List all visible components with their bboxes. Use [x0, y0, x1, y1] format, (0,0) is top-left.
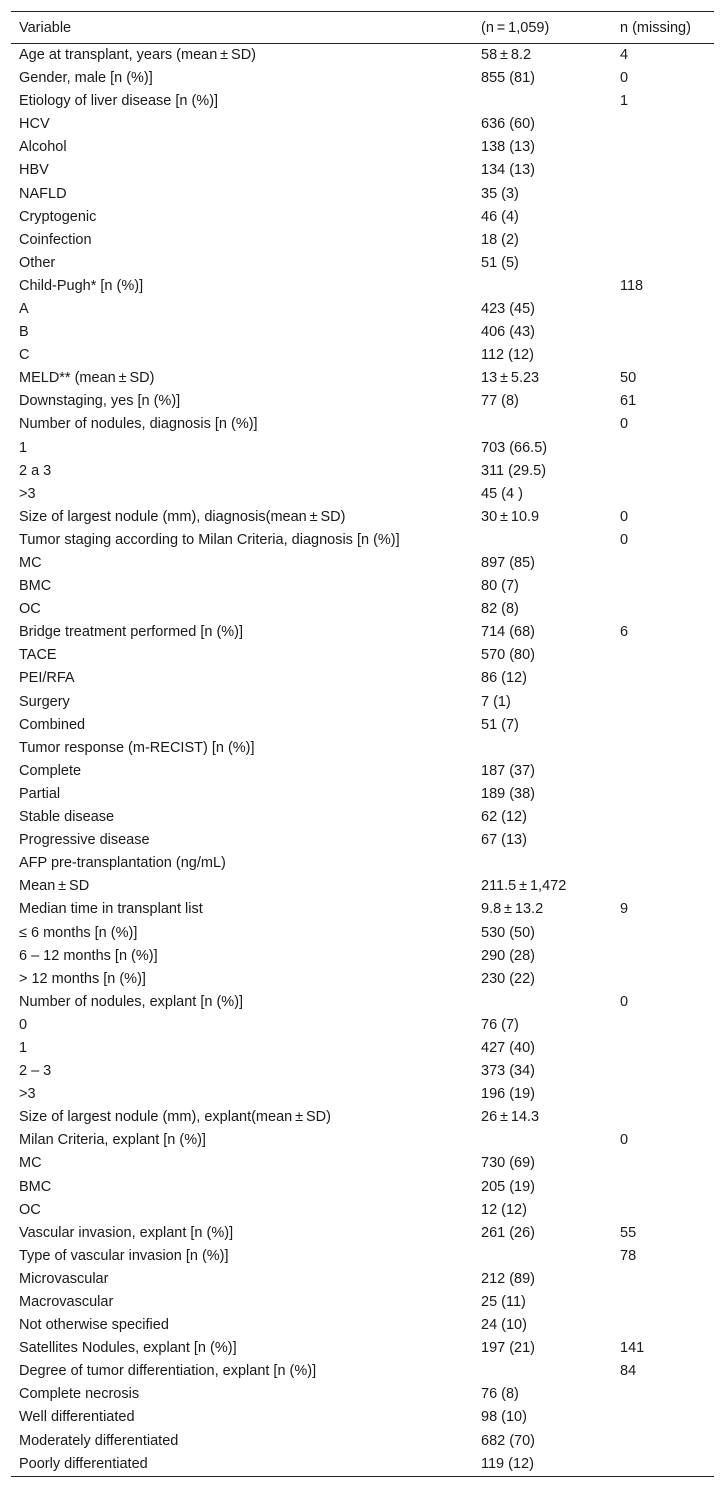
- cell-variable: Surgery: [19, 693, 70, 710]
- table-row: [11, 90, 714, 113]
- cell-variable: 6 – 12 months [n (%)]: [19, 947, 158, 964]
- cell-value: 119 (12): [481, 1455, 534, 1472]
- cell-missing: [612, 575, 714, 598]
- cell-missing: [612, 460, 714, 483]
- table-row: [11, 760, 714, 783]
- cell-value: 86 (12): [481, 670, 527, 687]
- table-row: [11, 67, 714, 90]
- cell-value: 7 (1): [481, 693, 511, 710]
- table-row: [11, 44, 714, 68]
- table-row: [11, 1014, 714, 1037]
- cell-value: 570 (80): [481, 647, 536, 664]
- cell-variable: 2 a 3: [19, 462, 52, 479]
- cell-value: 138 (13): [481, 139, 536, 156]
- cell-value: 76 (8): [481, 1386, 519, 1403]
- cell-value: 714 (68): [481, 624, 536, 641]
- table-row: [11, 1291, 714, 1314]
- table-row: [11, 136, 714, 159]
- cell-value: 427 (40): [481, 1039, 536, 1056]
- cell-variable: Moderately differentiated: [19, 1432, 179, 1449]
- cell-variable: Coinfection: [19, 231, 92, 248]
- table-row: [11, 644, 714, 667]
- cell-value: 51 (7): [481, 716, 519, 733]
- cell-value: [473, 90, 612, 113]
- cell-variable: >3: [19, 1086, 36, 1103]
- cell-variable: BMC: [19, 1178, 52, 1195]
- cell-variable: Size of largest nodule (mm), diagnosis(mean ± SD): [19, 508, 346, 525]
- cell-variable: Macrovascular: [19, 1294, 114, 1311]
- header-row: [11, 12, 714, 44]
- cell-missing: [612, 113, 714, 136]
- cell-value: 682 (70): [481, 1432, 536, 1449]
- table-row: [11, 991, 714, 1014]
- table-row: [11, 1129, 714, 1152]
- cell-value: 77 (8): [481, 393, 519, 410]
- cell-variable: Number of nodules, explant [n (%)]: [19, 993, 244, 1010]
- cell-variable: PEI/RFA: [19, 670, 75, 687]
- cell-variable: MC: [19, 1155, 42, 1172]
- table-row: [11, 529, 714, 552]
- cell-missing: [612, 229, 714, 252]
- table-row: [11, 1268, 714, 1291]
- table-row: [11, 159, 714, 182]
- cell-missing: [612, 644, 714, 667]
- cell-value: 196 (19): [481, 1086, 536, 1103]
- cell-value: 290 (28): [481, 947, 536, 964]
- cell-missing: [612, 783, 714, 806]
- cell-value: 9.8 ± 13.2: [481, 901, 544, 918]
- cell-missing: [612, 1106, 714, 1129]
- cell-variable: Combined: [19, 716, 86, 733]
- cell-value: 98 (10): [481, 1409, 527, 1426]
- header-n-total: (n = 1,059): [481, 19, 550, 36]
- cell-variable: MELD** (mean ± SD): [19, 370, 155, 387]
- cell-missing: 61: [620, 393, 637, 410]
- table-row: [11, 182, 714, 205]
- cell-value: 82 (8): [481, 601, 519, 618]
- cell-missing: 50: [620, 370, 637, 387]
- cell-value: [473, 413, 612, 436]
- cell-missing: 0: [620, 531, 629, 548]
- cell-variable: Well differentiated: [19, 1409, 135, 1426]
- data-table-container: [11, 11, 714, 1477]
- cell-variable: Alcohol: [19, 139, 67, 156]
- cell-missing: [612, 968, 714, 991]
- cell-value: 80 (7): [481, 578, 519, 595]
- table-row: [11, 875, 714, 898]
- cell-missing: [612, 298, 714, 321]
- cell-variable: Median time in transplant list: [19, 901, 203, 918]
- cell-value: 46 (4): [481, 208, 519, 225]
- cell-missing: 84: [620, 1363, 637, 1380]
- cell-missing: [612, 1083, 714, 1106]
- table-row: [11, 483, 714, 506]
- cell-value: 230 (22): [481, 970, 536, 987]
- cell-missing: [612, 714, 714, 737]
- cell-variable: 1: [19, 1039, 28, 1056]
- cell-missing: [612, 552, 714, 575]
- cell-missing: [612, 1291, 714, 1314]
- table-row: [11, 1430, 714, 1453]
- table-header: [11, 12, 714, 44]
- table-row: [11, 1152, 714, 1175]
- table-row: [11, 1245, 714, 1268]
- cell-value: 12 (12): [481, 1201, 527, 1218]
- table-row: [11, 621, 714, 644]
- table-row: [11, 229, 714, 252]
- cell-value: 211.5 ± 1,472: [481, 878, 567, 895]
- table-row: [11, 1383, 714, 1406]
- cell-variable: Downstaging, yes [n (%)]: [19, 393, 181, 410]
- cell-value: 311 (29.5): [481, 462, 547, 479]
- cell-variable: BMC: [19, 578, 52, 595]
- cell-missing: [612, 806, 714, 829]
- cell-value: [473, 1360, 612, 1383]
- table-row: [11, 667, 714, 690]
- cell-missing: 1: [620, 93, 629, 110]
- cell-missing: [612, 1314, 714, 1337]
- cell-value: [473, 529, 612, 552]
- cell-value: 730 (69): [481, 1155, 536, 1172]
- cell-missing: 141: [620, 1340, 645, 1357]
- cell-missing: [612, 1199, 714, 1222]
- table-row: [11, 252, 714, 275]
- cell-value: 373 (34): [481, 1063, 536, 1080]
- cell-missing: [612, 1406, 714, 1429]
- table-row: [11, 898, 714, 921]
- cell-variable: TACE: [19, 647, 57, 664]
- table-row: [11, 1060, 714, 1083]
- cell-value: 112 (12): [481, 347, 534, 364]
- cell-value: 30 ± 10.9: [481, 508, 540, 525]
- cell-missing: 78: [620, 1247, 637, 1264]
- table-row: [11, 945, 714, 968]
- cell-missing: 0: [620, 416, 629, 433]
- cell-value: 45 (4 ): [481, 485, 523, 502]
- cell-variable: 2 – 3: [19, 1063, 52, 1080]
- cell-value: 18 (2): [481, 231, 519, 248]
- cell-missing: [612, 598, 714, 621]
- cell-value: [473, 275, 612, 298]
- cell-missing: [612, 829, 714, 852]
- cell-variable: MC: [19, 555, 42, 572]
- cell-value: [473, 737, 612, 760]
- cell-missing: [612, 1383, 714, 1406]
- table-row: [11, 298, 714, 321]
- cell-variable: > 12 months [n (%)]: [19, 970, 146, 987]
- cell-missing: [612, 1453, 714, 1477]
- table-row: [11, 783, 714, 806]
- cell-variable: Satellites Nodules, explant [n (%)]: [19, 1340, 237, 1357]
- cell-variable: Complete: [19, 762, 82, 779]
- table-row: [11, 852, 714, 875]
- cell-missing: 4: [620, 47, 629, 63]
- cell-missing: 9: [620, 901, 629, 918]
- cell-missing: [612, 437, 714, 460]
- cell-value: 197 (21): [481, 1340, 536, 1357]
- cell-value: 703 (66.5): [481, 439, 548, 456]
- cell-variable: Number of nodules, diagnosis [n (%)]: [19, 416, 258, 433]
- cell-value: 189 (38): [481, 785, 536, 802]
- cell-missing: 6: [620, 624, 629, 641]
- table-row: [11, 737, 714, 760]
- cell-value: 58 ± 8.2: [481, 47, 532, 63]
- cell-value: 261 (26): [481, 1224, 536, 1241]
- cell-variable: NAFLD: [19, 185, 67, 202]
- cell-variable: Stable disease: [19, 809, 115, 826]
- cell-value: 187 (37): [481, 762, 536, 779]
- cell-variable: Cryptogenic: [19, 208, 97, 225]
- table-row: [11, 1199, 714, 1222]
- cell-variable: Degree of tumor differentiation, explant [n (%)]: [19, 1363, 317, 1380]
- cell-missing: [612, 760, 714, 783]
- cell-value: 212 (89): [481, 1270, 536, 1287]
- cell-variable: C: [19, 347, 30, 364]
- cell-value: 25 (11): [481, 1294, 526, 1311]
- cell-variable: OC: [19, 601, 41, 618]
- cell-missing: [612, 252, 714, 275]
- cell-value: 62 (12): [481, 809, 527, 826]
- cell-missing: [612, 1037, 714, 1060]
- cell-missing: [612, 206, 714, 229]
- table-row: [11, 968, 714, 991]
- cell-variable: Size of largest nodule (mm), explant(mean ± SD): [19, 1109, 331, 1126]
- table-row: [11, 1453, 714, 1477]
- table-row: [11, 1037, 714, 1060]
- cell-missing: [612, 945, 714, 968]
- cell-value: 636 (60): [481, 116, 536, 133]
- cell-missing: [612, 182, 714, 205]
- cell-missing: [612, 136, 714, 159]
- table-row: [11, 390, 714, 413]
- table-row: [11, 1176, 714, 1199]
- table-row: [11, 344, 714, 367]
- cell-missing: [612, 1152, 714, 1175]
- cell-variable: Partial: [19, 785, 61, 802]
- cell-variable: OC: [19, 1201, 41, 1218]
- cell-missing: [612, 483, 714, 506]
- patient-characteristics-table: [11, 11, 714, 1477]
- table-row: [11, 1222, 714, 1245]
- cell-value: [473, 1129, 612, 1152]
- cell-missing: 118: [620, 277, 644, 294]
- table-row: [11, 921, 714, 944]
- table-row: [11, 206, 714, 229]
- cell-missing: 0: [620, 1132, 629, 1149]
- cell-missing: [612, 321, 714, 344]
- table-row: [11, 714, 714, 737]
- cell-missing: [612, 159, 714, 182]
- cell-variable: Tumor staging according to Milan Criteria, diagnosis [n (%)]: [19, 531, 400, 548]
- cell-variable: B: [19, 324, 29, 341]
- cell-value: 13 ± 5.23: [481, 370, 540, 387]
- cell-variable: Bridge treatment performed [n (%)]: [19, 624, 244, 641]
- table-row: [11, 806, 714, 829]
- cell-value: 406 (43): [481, 324, 536, 341]
- cell-value: [473, 852, 612, 875]
- cell-missing: 55: [620, 1224, 637, 1241]
- cell-missing: [612, 1014, 714, 1037]
- cell-missing: 0: [620, 70, 629, 87]
- cell-variable: Etiology of liver disease [n (%)]: [19, 93, 219, 110]
- cell-missing: [612, 691, 714, 714]
- table-row: [11, 1106, 714, 1129]
- cell-missing: [612, 1430, 714, 1453]
- table-row: [11, 829, 714, 852]
- cell-variable: Milan Criteria, explant [n (%)]: [19, 1132, 206, 1149]
- table-row: [11, 506, 714, 529]
- cell-variable: Child-Pugh* [n (%)]: [19, 277, 144, 294]
- cell-missing: [612, 667, 714, 690]
- table-row: [11, 1337, 714, 1360]
- cell-missing: [612, 852, 714, 875]
- cell-missing: 0: [620, 508, 629, 525]
- table-row: [11, 367, 714, 390]
- table-row: [11, 113, 714, 136]
- cell-value: [473, 991, 612, 1014]
- cell-variable: Vascular invasion, explant [n (%)]: [19, 1224, 234, 1241]
- cell-variable: Age at transplant, years (mean ± SD): [19, 47, 257, 63]
- cell-variable: ≤ 6 months [n (%)]: [19, 924, 138, 941]
- table-row: [11, 598, 714, 621]
- cell-value: 897 (85): [481, 555, 536, 572]
- cell-variable: Tumor response (m-RECIST) [n (%)]: [19, 739, 255, 756]
- cell-value: 67 (13): [481, 832, 527, 849]
- cell-variable: A: [19, 300, 29, 317]
- table-row: [11, 1314, 714, 1337]
- cell-value: 76 (7): [481, 1016, 519, 1033]
- cell-variable: AFP pre-transplantation (ng/mL): [19, 855, 226, 872]
- table-row: [11, 552, 714, 575]
- cell-value: 26 ± 14.3: [481, 1109, 540, 1126]
- cell-variable: Progressive disease: [19, 832, 150, 849]
- cell-missing: [612, 737, 714, 760]
- cell-value: [473, 1245, 612, 1268]
- cell-missing: [612, 875, 714, 898]
- cell-variable: Gender, male [n (%)]: [19, 70, 153, 87]
- table-body: [11, 44, 714, 1477]
- cell-variable: 0: [19, 1016, 28, 1033]
- cell-value: 855 (81): [481, 70, 536, 87]
- cell-missing: [612, 1176, 714, 1199]
- table-row: [11, 575, 714, 598]
- table-row: [11, 437, 714, 460]
- table-row: [11, 275, 714, 298]
- table-row: [11, 460, 714, 483]
- cell-variable: 1: [19, 439, 28, 456]
- cell-value: 423 (45): [481, 300, 536, 317]
- cell-variable: HBV: [19, 162, 49, 179]
- cell-value: 134 (13): [481, 162, 536, 179]
- cell-variable: Other: [19, 254, 56, 271]
- cell-missing: [612, 1268, 714, 1291]
- cell-variable: >3: [19, 485, 36, 502]
- cell-variable: Microvascular: [19, 1270, 109, 1287]
- cell-value: 24 (10): [481, 1317, 527, 1334]
- cell-value: 51 (5): [481, 254, 519, 271]
- table-row: [11, 691, 714, 714]
- cell-missing: [612, 344, 714, 367]
- table-row: [11, 321, 714, 344]
- cell-value: 205 (19): [481, 1178, 536, 1195]
- cell-variable: Not otherwise specified: [19, 1317, 169, 1334]
- table-row: [11, 413, 714, 436]
- cell-variable: Poorly differentiated: [19, 1455, 148, 1472]
- cell-value: 35 (3): [481, 185, 519, 202]
- cell-missing: 0: [620, 993, 629, 1010]
- cell-value: 530 (50): [481, 924, 536, 941]
- cell-variable: HCV: [19, 116, 50, 133]
- cell-missing: [612, 921, 714, 944]
- table-row: [11, 1360, 714, 1383]
- cell-variable: Mean ± SD: [19, 878, 90, 895]
- table-row: [11, 1083, 714, 1106]
- cell-variable: Type of vascular invasion [n (%)]: [19, 1247, 229, 1264]
- header-variable: Variable: [19, 19, 72, 36]
- table-row: [11, 1406, 714, 1429]
- cell-variable: Complete necrosis: [19, 1386, 140, 1403]
- header-n-missing: n (missing): [620, 19, 691, 36]
- cell-missing: [612, 1060, 714, 1083]
